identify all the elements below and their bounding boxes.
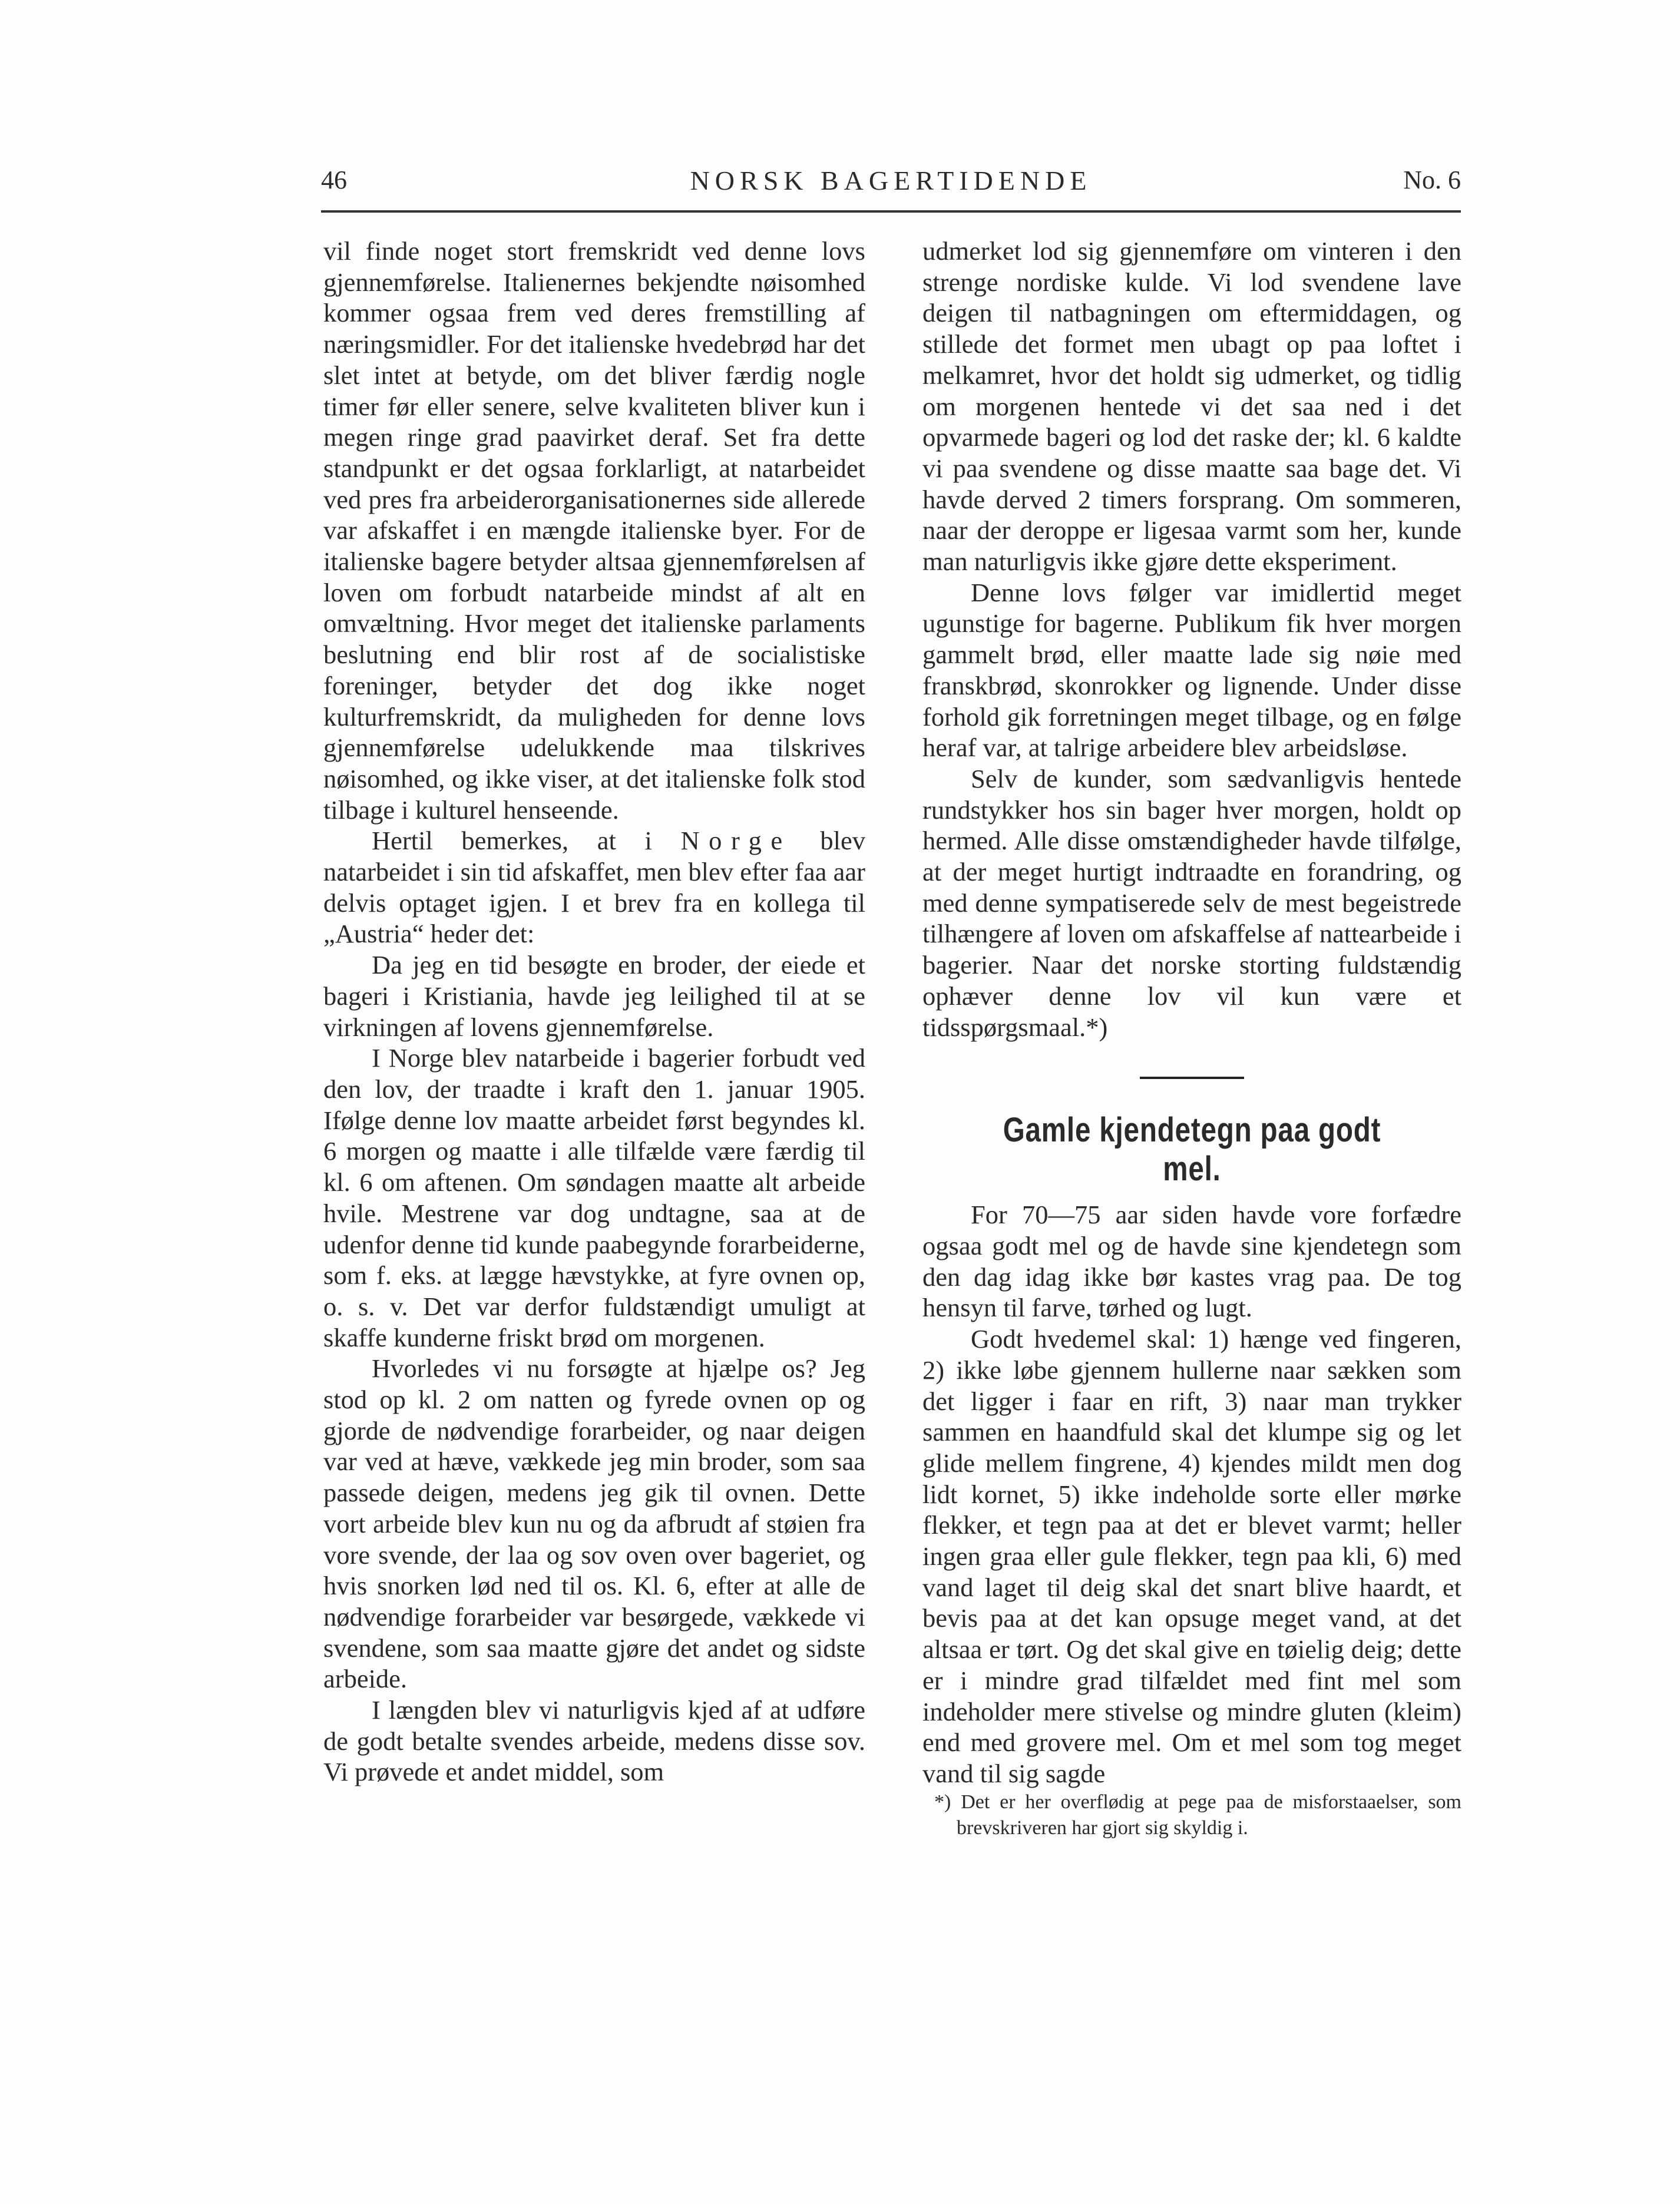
paragraph: udmerket lod sig gjennemføre om vinteren i den strenge nordiske kulde. Vi lod svendene lave deigen til natbagningen om eftermiddagen, og stillede det formet men ubagt op paa loftet i melkamret, hvor det holdt sig udmerket, og tidlig om morgenen hentede vi det saa ned i det opvarmede bageri og lod det raske der; kl. 6 kaldte vi paa svendene og disse maatte saa bage det. Vi havde derved 2 timers forsprang. Om sommeren, naar der deroppe er ligesaa varmt som her, kunde man naturligvis ikke gjøre dette eksperiment. [922,236,1461,577]
paragraph: For 70—75 aar siden havde vore forfædre ogsaa godt mel og de havde sine kjendetegn som den dag idag ikke bør kastes vrag paa. De tog hensyn til farve, tørhed og lugt. [922,1200,1461,1323]
article-heading: Gamle kjendetegn paa godt mel. [1003,1111,1381,1189]
footnote-text: Det er her overflødig at pege paa de misforstaaelser, som brevskriveren har gjort sig skyldig i. [957,1791,1461,1839]
paragraph: I længden blev vi naturligvis kjed af at udføre de godt betalte svendes arbeide, medens disse sov. Vi prøvede et andet middel, som [323,1695,865,1787]
paragraph: Da jeg en tid besøgte en broder, der eiede et bageri i Kristiania, havde jeg leilighed til at se virkningen af lovens gjennemførelse. [323,950,865,1042]
footnote [922,1789,1461,1841]
right-column [922,236,1461,1841]
header-rule [321,210,1461,213]
running-header [321,159,1461,200]
paragraph [323,825,865,949]
paragraph: Denne lovs følger var imidlertid meget ugunstige for bagerne. Publikum fik hver morgen gammelt brød, eller maatte lade sig nøie med franskbrød, skonrokker og lignende. Under disse forhold gik forretningen meget tilbage, og en følge heraf var, at talrige arbeidere blev arbeidsløse. [922,577,1461,763]
page-number: 46 [321,166,347,194]
publication-title: NORSK BAGERTIDENDE [690,166,1092,196]
section-divider [1140,1077,1244,1079]
paragraph: Godt hvedemel skal: 1) hænge ved fingeren, 2) ikke løbe gjennem hullerne naar sækken som det ligger i faar en rift, 3) naar man trykker sammen en haandfuld skal det klumpe sig og let glide mellem fingrene, 4) kjendes mildt men dog lidt kornet, 5) ikke indeholde sorte eller mørke flekker, et tegn paa at det er blevet varmt; heller ingen graa eller gule flekker, tegn paa kli, 6) med vand laget til deig skal det snart blive haardt, et bevis paa at det kan opsuge meget vand, at det altsaa er tørt. Og det skal give en tøielig deig; dette er i mindre grad tilfældet med fint mel som indeholder mere stivelse og mindre gluten (kleim) end med grovere mel. Om et mel som tog meget vand til sig sagde [922,1324,1461,1788]
paragraph: Selv de kunder, som sædvanligvis hentede rundstykker hos sin bager hver morgen, holdt op hermed. Alle disse omstændigheder havde tilfølge, at der meget hurtigt indtraadte en forandring, og med denne sympatiserede selv de mest begeistrede tilhængere af loven om afskaffelse af nattearbeide i bagerier. Naar det norske storting fuldstændig ophæver denne lov vil kun være et tidsspørgsmaal.*) [922,763,1461,1042]
footnote-mark: *) [934,1791,951,1813]
spaced-word: Norge [680,826,792,856]
paragraph: I Norge blev natarbeide i bagerier forbudt ved den lov, der traadte i kraft den 1. januar 1905. Ifølge denne lov maatte arbeidet først begyndes kl. 6 morgen og maatte i alle tilfælde være færdig til kl. 6 om aftenen. Om søndagen maatte alt arbeide hvile. Mestrene var dog undtagne, saa at de udenfor denne tid kunde paabegynde forarbeiderne, som f. eks. at lægge hævstykke, at fyre ovnen op, o. s. v. Det var derfor fuldstændigt umuligt at skaffe kunderne friskt brød om morgenen. [323,1043,865,1352]
text-run: Hertil bemerkes, at i [372,826,652,856]
text-run: blev natarbeidet i sin tid afskaffet, men blev efter faa aar delvis optaget igjen. I et brev fra en kollega til „Austria“ heder det: [323,826,866,949]
left-column [323,236,865,1788]
paragraph: Hvorledes vi nu forsøgte at hjælpe os? Jeg stod op kl. 2 om natten og fyrede ovnen op og gjorde de nødvendige forarbeider, og naar deigen var ved at hæve, vækkede jeg min broder, som saa passede deigen, medens jeg gik til ovnen. Dette vort arbeide blev kun nu og da afbrudt af støien fra vore svende, der laa og sov oven over bageriet, og hvis snorken lød ned til os. Kl. 6, efter at alle de nødvendige forarbeider var besørgede, vækkede vi svendene, som saa maatte gjøre det andet og sidste arbeide. [323,1353,865,1694]
issue-number: No. 6 [1403,166,1461,194]
paragraph: vil finde noget stort fremskridt ved denne lovs gjennemførelse. Italienernes bekjendte nøisomhed kommer ogsaa frem ved deres fremstilling af næringsmidler. For det italienske hvedebrød har det slet intet at betyde, om det bliver færdig nogle timer før eller senere, selve kvaliteten bliver kun i megen ringe grad paavirket deraf. Set fra dette standpunkt er det ogsaa forklarligt, at natarbeidet ved pres fra arbeiderorganisationernes side allerede var afskaffet i en mængde italienske byer. For de italienske bagere betyder altsaa gjennemførelsen af loven om forbudt natarbeide mindst af alt en omvæltning. Hvor meget det italienske parlaments beslutning end blir rost af de socialistiske foreninger, betyder det dog ikke noget kulturfremskridt, da muligheden for denne lovs gjennemførelse udelukkende maa tilskrives nøisomhed, og ikke viser, at det italienske folk stod tilbage i kulturel henseende. [323,236,865,825]
